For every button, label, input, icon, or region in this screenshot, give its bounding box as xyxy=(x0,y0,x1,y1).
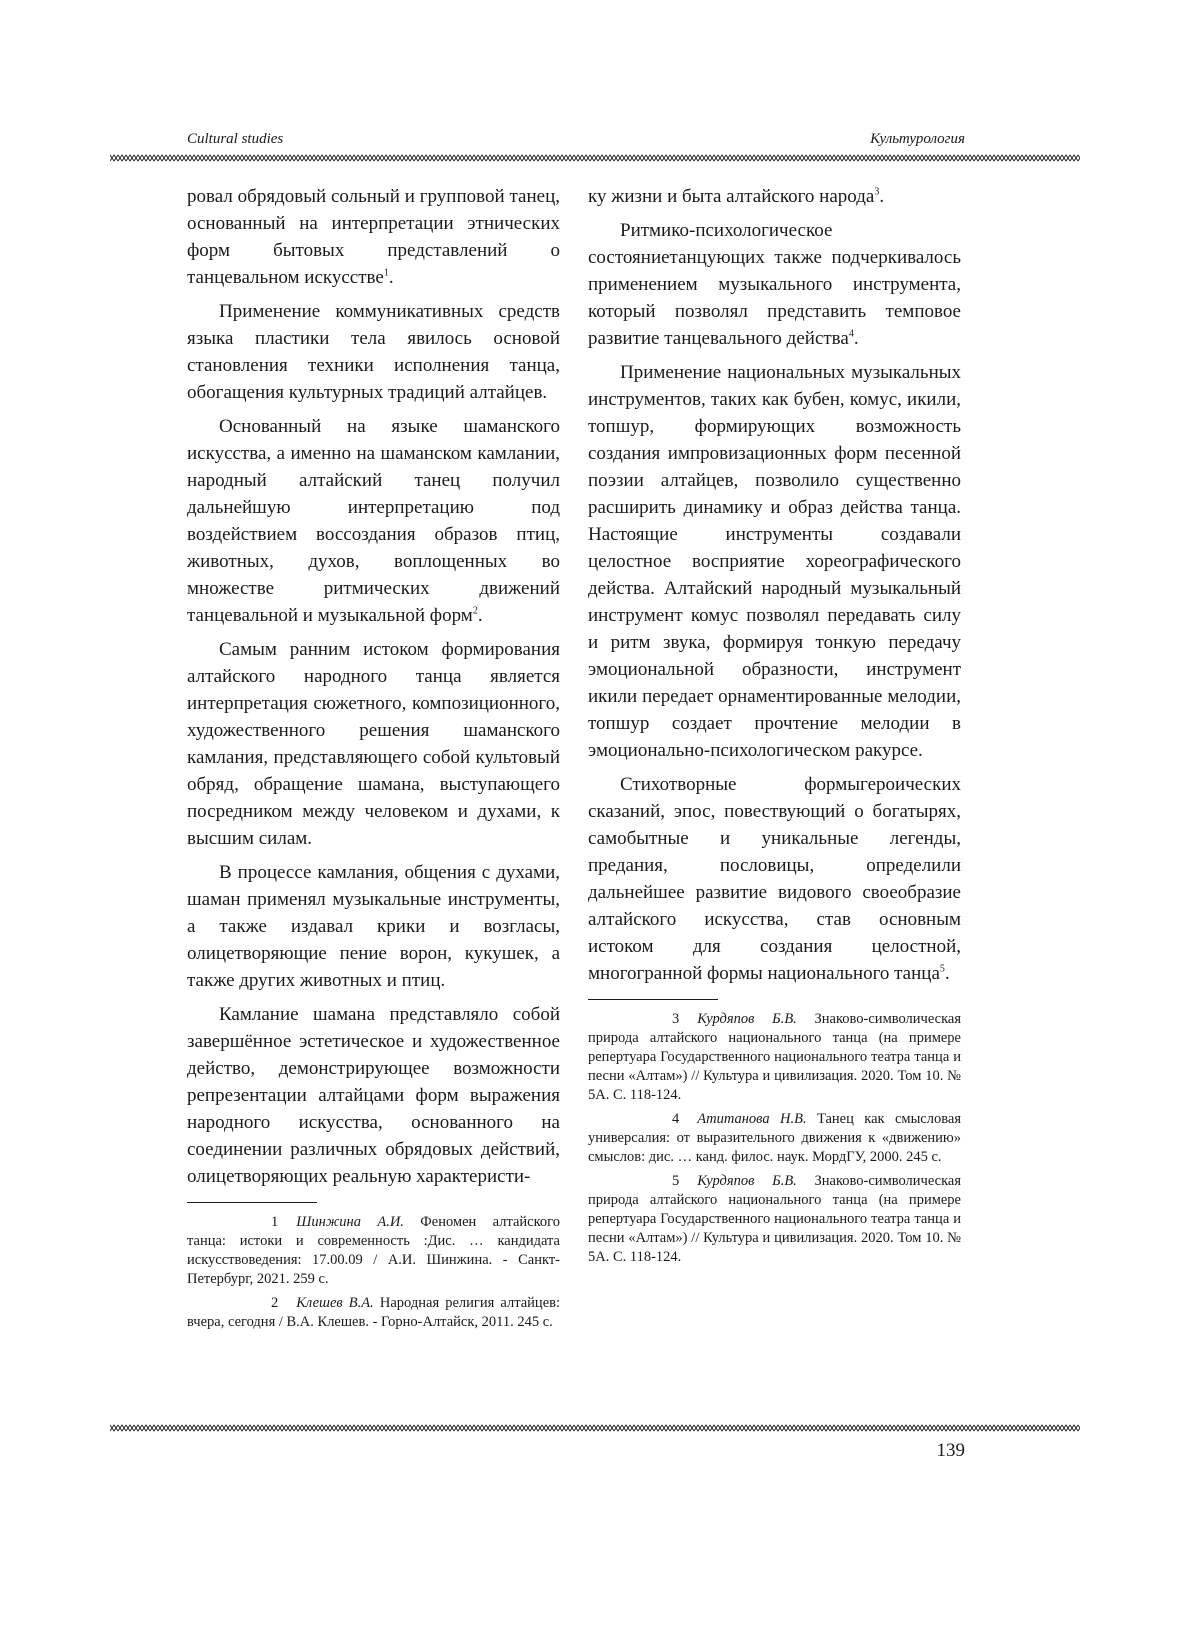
footnote-rule xyxy=(588,999,718,1000)
footnote-ref: 3 xyxy=(874,187,879,198)
footnote-ref: 2 xyxy=(473,606,478,617)
paragraph: В процессе камлания, общения с духами, шаман применял музыкальные инструменты, а также издавал крики и возгласы, олицетворяющие пение ворон, кукушек, а также других животных и птиц. xyxy=(187,859,560,994)
paragraph: Основанный на языке шаманского искусства, а именно на шаманском камлании, народный алтайский танец получил дальнейшую интерпретацию под воздействием воссоздания образов птиц, животных, духов, воплощенных во множестве ритмических движений танцевальной и музыкальной форм2. xyxy=(187,413,560,629)
ornament-divider-top xyxy=(110,153,1080,163)
paragraph: ку жизни и быта алтайского народа3. xyxy=(588,183,961,210)
paragraph: Стихотворные формыгероических сказаний, эпос, повествующий о богатырях, самобытные и уникальные легенды, предания, пословицы, определили дальнейшее развитие видового своеобразие алтайского искусства, став основным истоком для создания целостной, многогранной формы национального танца5. xyxy=(588,771,961,987)
paragraph: Применение коммуникативных средств языка пластики тела явилось основой становления техники исполнения танца, обогащения культурных традиций алтайцев. xyxy=(187,298,560,406)
footnote: 2 Клешев В.А. Народная религия алтайцев: вчера, сегодня / В.А. Клешев. - Горно-Алтайск, 2011. 245 с. xyxy=(187,1294,560,1332)
footnote: 1 Шинжина А.И. Феномен алтайского танца: истоки и современность :Дис. … кандидата искусствоведения: 17.00.09 / А.И. Шинжина. - Санкт-Петербург, 2021. 259 с. xyxy=(187,1213,560,1289)
paragraph: Ритмико-психологическое состояниетанцующих также подчеркивалось применением музыкального инструмента, который позволял представить темповое развитие танцевального действа4. xyxy=(588,217,961,352)
paragraph: Камлание шамана представляло собой завершённое эстетическое и художественное действо, демонстрирующее возможности репрезентации алтайцами форм выражения народного искусства, основанного на соединении различных обрядовых действий, олицетворяющих реальную характеристи- xyxy=(187,1001,560,1190)
page-number: 139 xyxy=(937,1440,966,1462)
footnote-ref: 4 xyxy=(849,329,854,340)
footnote: 3 Курдяпов Б.В. Знаково-символическая природа алтайского национального танца (на примере репертуара Государственного национального театра танца и песни «Алтам») // Культура и цивилизация. 2020. Том 10. № 5А. С. 118-124. xyxy=(588,1010,961,1105)
footnote-rule xyxy=(187,1202,317,1203)
footnote-ref: 5 xyxy=(940,964,945,975)
ornament-divider-bottom xyxy=(110,1423,1080,1433)
left-column xyxy=(187,183,560,1337)
footnote: 4 Атитанова Н.В. Танец как смысловая универсалия: от выразительного движения к «движению» смыслов: дис. … канд. филос. наук. МордГУ, 2000. 245 с. xyxy=(588,1110,961,1167)
paragraph: Применение национальных музыкальных инструментов, таких как бубен, комус, икили, топшур, формирующих возможность создания импровизационных форм песенной поэзии алтайцев, позволило существенно расширить динамику и образ действа танца. Настоящие инструменты создавали целостное восприятие хореографического действа. Алтайский народный музыкальный инструмент комус позволял передавать силу и ритм звука, формируя тонкую передачу эмоциональной образности, инструмент икили передает орнаментированные мелодии, топшур создает прочтение мелодии в эмоционально-психологическом ракурсе. xyxy=(588,359,961,764)
footnote: 5 Курдяпов Б.В. Знаково-символическая природа алтайского национального танца (на примере репертуара Государственного национального театра танца и песни «Алтам») // Культура и цивилизация. 2020. Том 10. № 5А. С. 118-124. xyxy=(588,1172,961,1267)
running-header-left: Cultural studies xyxy=(187,131,283,148)
running-header-right: Культурология xyxy=(870,131,965,148)
right-column xyxy=(588,183,961,1272)
paragraph: Самым ранним истоком формирования алтайского народного танца является интерпретация сюжетного, композиционного, художественного решения шаманского камлания, представляющего собой культовый обряд, обращение шамана, выступающего посредником между человеком и духами, к высшим силам. xyxy=(187,636,560,852)
paragraph: ровал обрядовый сольный и групповой танец, основанный на интерпретации этнических форм бытовых представлений о танцевальном искусстве1. xyxy=(187,183,560,291)
footnote-ref: 1 xyxy=(384,268,389,279)
